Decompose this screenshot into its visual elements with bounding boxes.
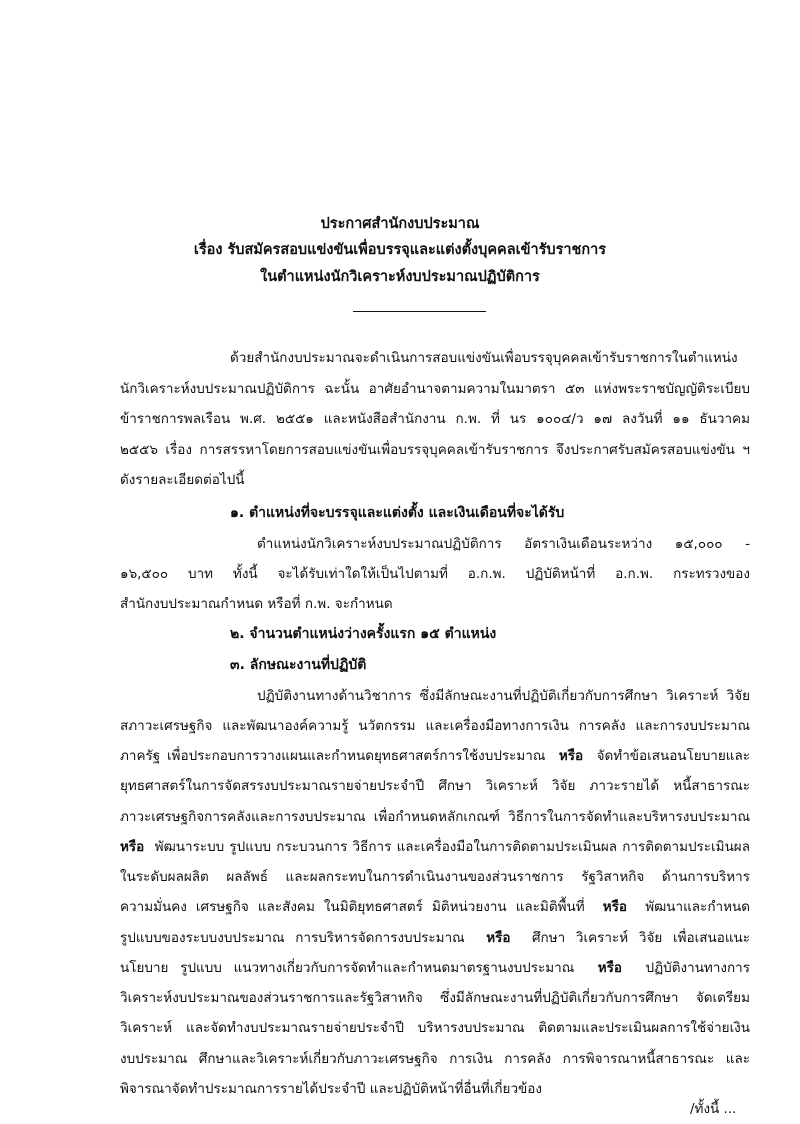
section-1-line-3: สำนักงบประมาณกำหนด หรือที่ ก.พ. จะกำหนด — [120, 596, 393, 612]
section-3-line-10: นโยบาย รูปแบบ แนวทางเกี่ยวกับการจัดทำและกำหนดมาตรฐานงบประมาณ หรือ ปฏิบัติงานทางการ — [120, 960, 750, 976]
announcement-position: ในตำแหน่งนักวิเคราะห์งบประมาณปฏิบัติการ — [260, 269, 540, 285]
section-3-line-11: วิเคราะห์งบประมาณของส่วนราชการและรัฐวิสาหกิจ ซึ่งมีลักษณะงานที่ปฏิบัติเกี่ยวกับการศึกษา จัดเตรียม — [120, 990, 750, 1006]
section-1-line-2: ๑๖,๕๐๐ บาท ทั้งนี้ จะได้รับเท่าใดให้เป็นไปตามที่ อ.ก.พ. ปฏิบัติหน้าที่ อ.ก.พ. กระทรวงของ — [120, 566, 750, 582]
or-keyword: หรือ — [602, 899, 628, 915]
section-3-line-6: หรือ พัฒนาระบบ รูปแบบ กระบวนการ วิธีการ และเครื่องมือในการติดตามประเมินผล การติดตามประเมินผล — [120, 839, 750, 855]
intro-line-5: ดังรายละเอียดต่อไปนี้ — [120, 472, 245, 488]
section-3-line-8: ความมั่นคง เศรษฐกิจ และสังคม ในมิติยุทธศาสตร์ มิติหน่วยงาน และมิติพื้นที่ หรือ พัฒนาและกำหนด — [120, 899, 750, 915]
intro-line-1: ด้วยสำนักงบประมาณจะดำเนินการสอบแข่งขันเพื่อบรรจุบุคคลเข้ารับราชการในตำแหน่ง — [230, 350, 738, 366]
section-3-line-5: ภาวะเศรษฐกิจการคลังและการงบประมาณ เพื่อกำหนดหลักเกณฑ์ วิธีการในการจัดทำและบริหารงบประมาณ — [120, 809, 750, 825]
or-keyword: หรือ — [558, 748, 584, 764]
section-3-line-4: ยุทธศาสตร์ในการจัดสรรงบประมาณรายจ่ายประจำปี ศึกษา วิเคราะห์ วิจัย ภาวะรายได้ หนี้สาธารณะ — [120, 778, 750, 794]
section-1-line-1: ตำแหน่งนักวิเคราะห์งบประมาณปฏิบัติการ อัตราเงินเดือนระหว่าง ๑๕,๐๐๐ - — [257, 536, 750, 552]
title-divider — [353, 311, 486, 312]
intro-line-4: ๒๕๕๖ เรื่อง การสรรหาโดยการสอบแข่งขันเพื่อบรรจุบุคคลเข้ารับราชการ จึงประกาศรับสมัครสอบแข่งขัน ฯ — [120, 442, 750, 458]
or-keyword: หรือ — [486, 930, 511, 946]
or-keyword: หรือ — [597, 960, 623, 976]
intro-line-2: นักวิเคราะห์งบประมาณปฏิบัติการ ฉะนั้น อาศัยอำนาจตามความในมาตรา ๕๓ แห่งพระราชบัญญัติระเบียบ — [120, 381, 750, 397]
section-3-heading: ๓. ลักษณะงานที่ปฏิบัติ — [230, 657, 367, 673]
section-2-heading: ๒. จำนวนตำแหน่งว่างครั้งแรก ๑๕ ตำแหน่ง — [230, 626, 497, 642]
announcement-title: ประกาศสำนักงบประมาณ — [320, 216, 480, 232]
section-3-line-2: สภาวะเศรษฐกิจ และพัฒนาองค์ความรู้ นวัตกรรม และเครื่องมือทางการเงิน การคลัง และการงบประมาณ — [120, 718, 750, 734]
or-keyword: หรือ — [120, 839, 145, 855]
section-3-line-12: วิเคราะห์ และจัดทำงบประมาณรายจ่ายประจำปี บริหารงบประมาณ ติดตามและประเมินผลการใช้จ่ายเงิน — [120, 1020, 750, 1036]
section-3-line-3: ภาครัฐ เพื่อประกอบการวางแผนและกำหนดยุทธศาสตร์การใช้งบประมาณ หรือ จัดทำข้อเสนอนโยบายและ — [120, 748, 750, 764]
section-3-line-9: รูปแบบของระบบงบประมาณ การบริหารจัดการงบประมาณ หรือ ศึกษา วิเคราะห์ วิจัย เพื่อเสนอแนะ — [120, 930, 751, 946]
announcement-subject: เรื่อง รับสมัครสอบแข่งขันเพื่อบรรจุและแต่งตั้งบุคคลเข้ารับราชการ — [193, 242, 607, 258]
section-3-line-1: ปฏิบัติงานทางด้านวิชาการ ซึ่งมีลักษณะงานที่ปฏิบัติเกี่ยวกับการศึกษา วิเคราะห์ วิจัย — [257, 688, 750, 704]
section-3-line-7: ในระดับผลผลิต ผลลัพธ์ และผลกระทบในการดำเนินงานของส่วนราชการ รัฐวิสาหกิจ ด้านการบริหาร — [120, 869, 750, 885]
intro-line-3: ข้าราชการพลเรือน พ.ศ. ๒๕๕๑ และหนังสือสำนักงาน ก.พ. ที่ นร ๑๐๐๔/ว ๑๗ ลงวันที่ ๑๑ ธันวาคม — [120, 411, 750, 427]
section-1-heading: ๑. ตำแหน่งที่จะบรรจุและแต่งตั้ง และเงินเดือนที่จะได้รับ — [230, 505, 565, 521]
section-3-line-14: พิจารณาจัดทำประมาณการรายได้ประจำปี และปฏิบัติหน้าที่อื่นที่เกี่ยวข้อง — [120, 1081, 542, 1097]
section-3-line-13: งบประมาณ ศึกษาและวิเคราะห์เกี่ยวกับภาวะเศรษฐกิจ การเงิน การคลัง การพิจารณาหนี้สาธารณะ และ — [120, 1051, 750, 1067]
continuation-marker: /ทั้งนี้ ... — [690, 1101, 737, 1117]
